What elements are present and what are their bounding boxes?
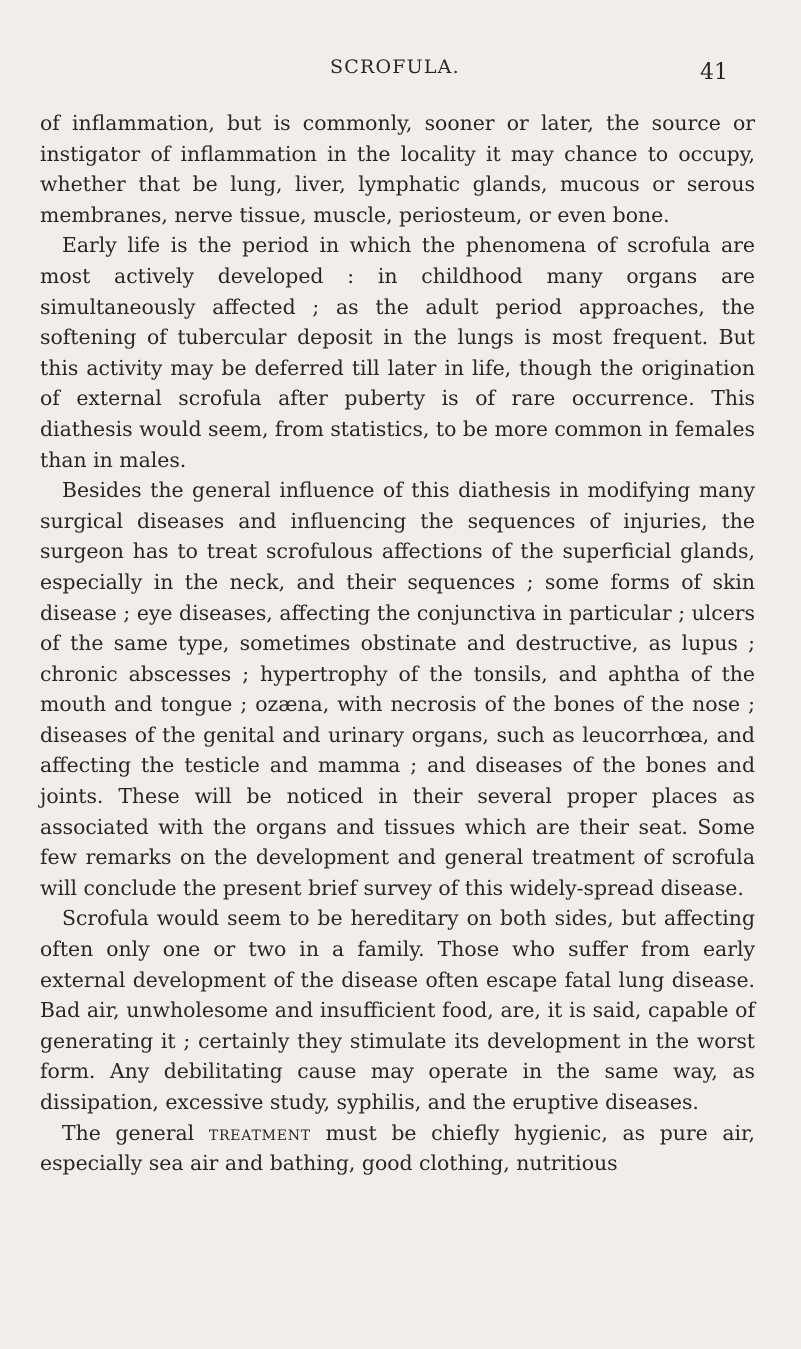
- treatment-small-caps: treatment: [208, 1120, 311, 1145]
- running-head: [0, 56, 801, 86]
- paragraph-2: Early life is the period in which the phenomena of scrofula are most actively developed : in childhood many organs are simultaneously affected ; as the adult period approaches, the softening of tubercular deposit in the lungs is most frequent. But this activity may be deferred till later in life, though the origination of external scrofula after puberty is of rare occurrence. This diathesis would seem, from statistics, to be more common in females than in males.: [40, 233, 755, 472]
- running-title: SCROFULA.: [330, 56, 460, 78]
- paragraph-3: Besides the general influence of this diathesis in modifying many surgical diseases and influencing the sequences of injuries, the surgeon has to treat scrofulous affections of the superficial glands, especially in the neck, and their sequences ; some forms of skin disease ; eye diseases, affecting the conjunctiva in particular ; ulcers of the same type, sometimes obstinate and destructive, as lupus ; chronic abscesses ; hypertrophy of the tonsils, and aphtha of the mouth and tongue ; ozæna, with necrosis of the bones of the nose ; diseases of the genital and urinary organs, such as leucorrhœa, and affecting the testicle and mamma ; and diseases of the bones and joints. These will be noticed in their several proper places as associated with the organs and tissues which are their seat. Some few remarks on the development and general treatment of scrofula will conclude the present brief survey of this widely-spread disease.: [40, 478, 755, 900]
- body-text: [40, 108, 755, 1179]
- page-number: 41: [700, 60, 728, 85]
- paragraph-4: Scrofula would seem to be hereditary on both sides, but affecting often only one or two in a family. Those who suffer from early external development of the disease often escape fatal lung disease. Bad air, unwholesome and insufficient food, are, it is said, capable of generating it ; certainly they stimulate its development in the worst form. Any debilitating cause may operate in the same way, as dissipation, excessive study, syphilis, and the eruptive diseases.: [40, 906, 755, 1114]
- paragraph-5-lead: The general: [62, 1120, 209, 1145]
- paragraph-5: [40, 1118, 755, 1179]
- paragraph-5-rest: must be chiefly hygienic, as pure air, especially sea air and bathing, good clothing, nutritious: [40, 1120, 755, 1176]
- paragraph-1: of inflammation, but is commonly, sooner or later, the source or instigator of inflammation in the locality it may chance to occupy, whether that be lung, liver, lymphatic glands, mucous or serous membranes, nerve tissue, muscle, periosteum, or even bone.: [40, 111, 755, 227]
